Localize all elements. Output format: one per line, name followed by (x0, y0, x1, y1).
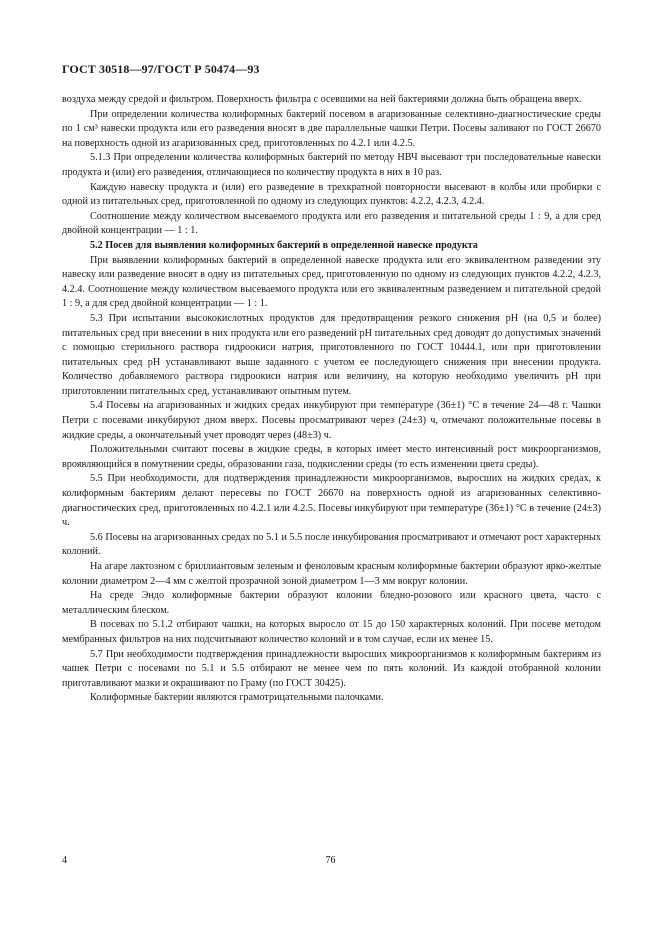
paragraph: 5.1.3 При определении количества колиформных бактерий по методу НВЧ высевают три последовательные навески продукта и (или) его разведения, отличающиеся по количеству продукта в них в 10 раз. (62, 152, 601, 178)
paragraph: 5.3 При испытании высококислотных продуктов для предотвращения резкого снижения рН (на 0,5 и более) питательных сред при внесении в них продукта или его разведений рН питательных сред доводят до допустимых значений с помощью стерильного раствора гидроокиси натрия, приготовленного по ГОСТ 10444.1, или при приготовлении питательных сред рН устанавливают выше заданного с учетом ее последующего снижения при внесении продукта. Количество добавляемого раствора гидроокиси натрия или величину, на которую необходимо увеличить рН при приготовлении питательных сред, устанавливают опытным путем. (62, 312, 601, 397)
paragraph: При выявлении колиформных бактерий в определенной навеске продукта или его эквивалентном разведении эту навеску или разведение вносят в одну из питательных сред, приготовленную по одному из следующих пунктов 4.2.2, 4.2.3, 4.2.4. Соотношение между количеством высеваемого продукта или его эквивалентным разведением и питательной средой 1 : 9, а для сред двойной концентрации — 1 : 1. (62, 254, 601, 310)
page-number-center: 76 (325, 855, 336, 866)
paragraph: На агаре лактозном с бриллиантовым зеленым и феноловым красным колиформные бактерии образуют ярко-желтые колонии диаметром 2—4 мм с желтой прозрачной зоной диаметром 1—3 мм вокруг колонии. (62, 561, 601, 587)
document-header: ГОСТ 30518—97/ГОСТ Р 50474—93 (62, 62, 260, 76)
paragraph: В посевах по 5.1.2 отбирают чашки, на которых выросло от 15 до 150 характерных колоний. При посеве методом мембранных фильтров на них подсчитывают количество колоний и в том случае, если их менее 15. (62, 619, 601, 645)
paragraph: Соотношение между количеством высеваемого продукта или его разведения и питательной среды 1 : 9, а для сред двойной концентрации — 1 : 1. (62, 210, 601, 237)
paragraph: На среде Эндо колиформные бактерии образуют колонии бледно-розового или красного цвета, часто с металлическим блеском. (62, 590, 601, 616)
document-body (62, 93, 601, 706)
paragraph: воздуха между средой и фильтром. Поверхность фильтра с осевшими на ней бактериями должна быть обращена вверх. (62, 94, 582, 105)
paragraph: Каждую навеску продукта и (или) его разведение в трехкратной повторности высевают в колбы или пробирки с одной из питательных сред, приготовленной по одному из следующих пунктов: 4.2.2, 4.2.3, 4.2.4. (62, 181, 601, 208)
section-heading: 5.2 Посев для выявления колиформных бактерий в определенной навеске продукта (90, 239, 478, 251)
paragraph: 5.5 При необходимости, для подтверждения принадлежности микроорганизмов, выросших на жидких средах, к колиформным бактериям делают пересевы по ГОСТ 26670 на поверхность одной из агаризованных селективно-диагностических сред, приготовленных по 4.2.1 или 4.2.5. Посевы инкубируют при температуре (36±1) °С в течение (24±3) ч. (62, 473, 601, 529)
page-number-left: 4 (62, 855, 67, 866)
paragraph: Положительными считают посевы в жидкие среды, в которых имеет место интенсивный рост микроорганизмов, вроявляющийся в помутнении среды, образовании газа, подкислении среды (то есть изменении цвета среды). (62, 444, 601, 470)
paragraph: 5.7 При необходимости подтверждения принадлежности выросших микроорганизмов к колиформным бактериям из чашек Петри с посевами по 5.1 и 5.5 отбирают не менее чем по пять колоний. Из каждой отобранной колонии приготавливают мазки и окрашивают по Граму (по ГОСТ 30425). (62, 648, 601, 689)
paragraph: 5.4 Посевы на агаризованных и жидких средах инкубируют при температуре (36±1) °С в течение 24—48 г. Чашки Петри с посевами инкубируют дном вверх. Посевы просматривают через (24±3) ч, отмечают положительные посевы в жидкие среды, а окончательный учет проводят через (48±3) ч. (62, 400, 601, 441)
paragraph: Колиформные бактерии являются грамотрицательными палочками. (90, 692, 384, 704)
paragraph: 5.6 Посевы на агаризованных средах по 5.1 и 5.5 после инкубирования просматривают и отмечают рост характерных колоний. (62, 531, 601, 558)
paragraph: При определении количества колиформных бактерий посевом в агаризованные селективно-диагностические среды по 1 см³ навески продукта или его разведения вносят в две параллельные чашки Петри. Посевы заливают по ГОСТ 26670 на поверхность одной из агаризованных сред, приготовленных по 4.2.1 или 4.2.5. (62, 108, 601, 149)
